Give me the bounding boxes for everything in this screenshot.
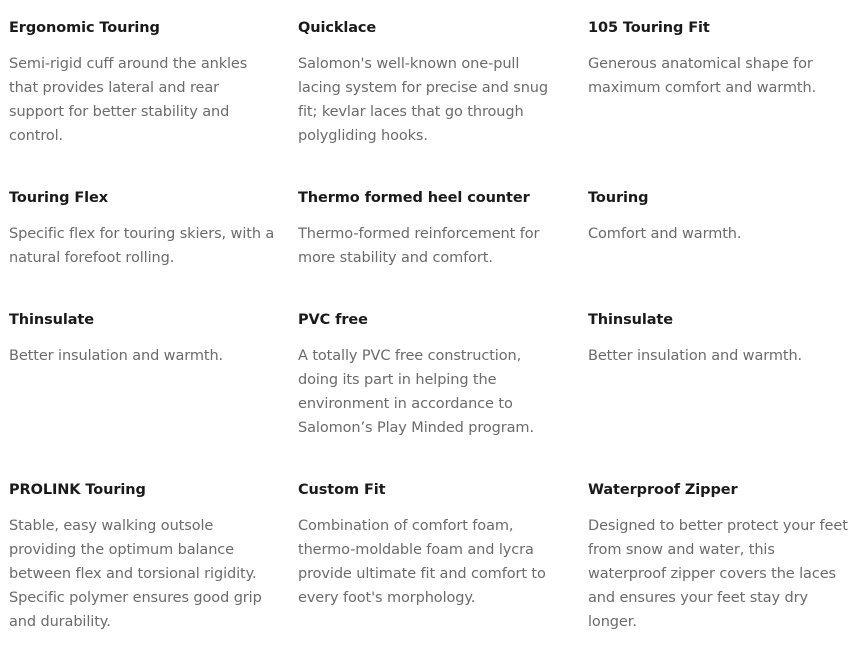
feature-description: Generous anatomical shape for maximum comfort and warmth. bbox=[588, 56, 817, 96]
feature-quicklace bbox=[298, 18, 564, 148]
feature-title: PROLINK Touring bbox=[9, 482, 146, 498]
feature-description: Stable, easy walking outsole providing the optimum balance between flex and torsional rigidity. Specific polymer ensures good grip and durability. bbox=[9, 518, 262, 630]
feature-ergonomic-touring bbox=[9, 18, 275, 148]
feature-title: Waterproof Zipper bbox=[588, 482, 738, 498]
feature-title: 105 Touring Fit bbox=[588, 20, 710, 36]
feature-thermo-formed-heel-counter bbox=[298, 188, 564, 270]
feature-description: Comfort and warmth. bbox=[588, 226, 742, 242]
feature-description: Combination of comfort foam, thermo-moldable foam and lycra provide ultimate fit and comfort to every foot's morphology. bbox=[298, 518, 546, 606]
feature-thinsulate-2 bbox=[588, 310, 853, 368]
feature-title: Thinsulate bbox=[588, 312, 673, 328]
feature-title: Custom Fit bbox=[298, 482, 386, 498]
feature-custom-fit bbox=[298, 480, 564, 610]
feature-description: Specific flex for touring skiers, with a natural forefoot rolling. bbox=[9, 226, 275, 266]
feature-description: Salomon's well-known one-pull lacing system for precise and snug fit; kevlar laces that go through polygliding hooks. bbox=[298, 56, 548, 144]
feature-title: Quicklace bbox=[298, 20, 377, 36]
feature-description: A totally PVC free construction, doing its part in helping the environment in accordance to Salomon’s Play Minded program. bbox=[298, 348, 534, 436]
feature-description: Thermo-formed reinforcement for more stability and comfort. bbox=[298, 226, 540, 266]
feature-description: Better insulation and warmth. bbox=[9, 348, 224, 364]
feature-title: Touring bbox=[588, 190, 649, 206]
feature-thinsulate bbox=[9, 310, 275, 368]
feature-pvc-free bbox=[298, 310, 564, 440]
feature-waterproof-zipper bbox=[588, 480, 853, 634]
feature-description: Designed to better protect your feet from snow and water, this waterproof zipper covers the laces and ensures your feet stay dry longer. bbox=[588, 518, 848, 630]
feature-title: PVC free bbox=[298, 312, 368, 328]
feature-touring bbox=[588, 188, 853, 246]
feature-105-touring-fit bbox=[588, 18, 853, 100]
feature-title: Thermo formed heel counter bbox=[298, 190, 530, 206]
feature-title: Thinsulate bbox=[9, 312, 94, 328]
feature-title: Touring Flex bbox=[9, 190, 108, 206]
feature-title: Ergonomic Touring bbox=[9, 20, 160, 36]
feature-description: Semi-rigid cuff around the ankles that provides lateral and rear support for better stability and control. bbox=[9, 56, 248, 144]
feature-description: Better insulation and warmth. bbox=[588, 348, 803, 364]
feature-touring-flex bbox=[9, 188, 275, 270]
feature-prolink-touring bbox=[9, 480, 275, 634]
